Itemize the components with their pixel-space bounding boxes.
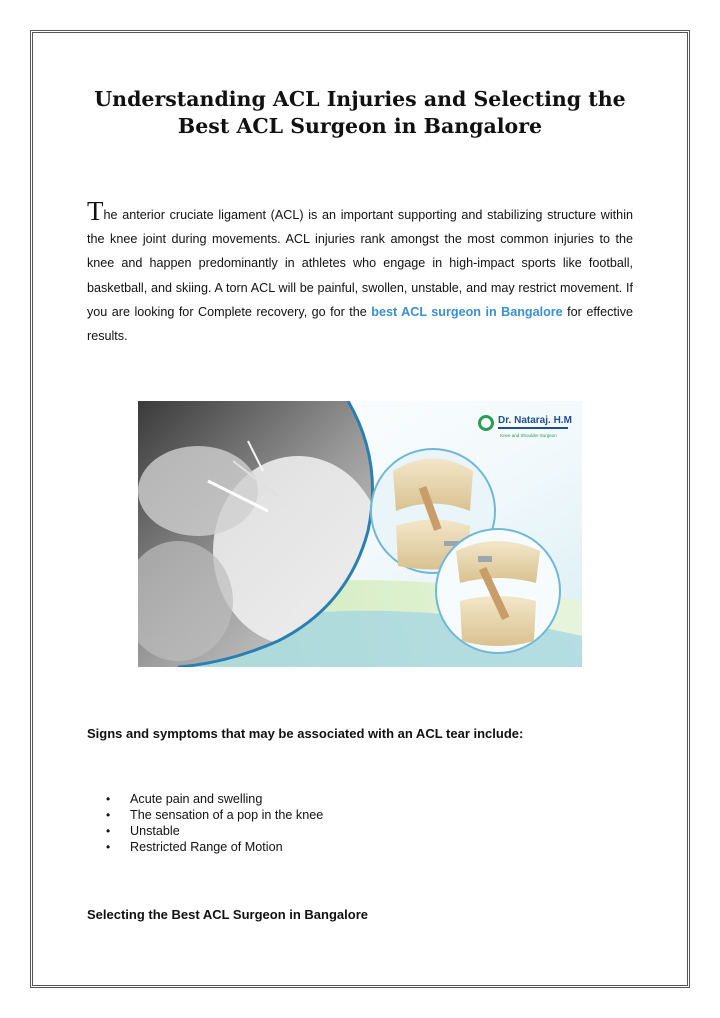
document-title [60, 86, 660, 140]
list-item: • The sensation of a pop in the knee [106, 807, 323, 823]
title-line-1: Understanding ACL Injuries and Selecting the [94, 87, 626, 111]
title-line-2: Best ACL Surgeon in Bangalore [177, 114, 543, 138]
logo-name: Dr. Nataraj. H.M [498, 415, 572, 426]
intro-text-end: for effective results. [87, 304, 633, 344]
surgeon-link[interactable]: best ACL surgeon in Bangalore [371, 304, 563, 319]
section-heading-symptoms: Signs and symptoms that may be associated with an ACL tear include: [87, 726, 524, 741]
logo-subtitle: Knee and Shoulder Surgeon [500, 433, 557, 438]
drop-cap: T [87, 196, 104, 226]
section-heading-selecting: Selecting the Best ACL Surgeon in Bangalore [87, 907, 368, 922]
list-item: • Restricted Range of Motion [106, 839, 323, 855]
intro-text: he anterior cruciate ligament (ACL) is an important supporting and stabilizing structure within the knee joint during movements. ACL injuries rank amongst the most common injuries to the knee and happen predominantly in athletes who engage in high-impact sports like football, basketball, and skiing. A torn ACL will be painful, swollen, unstable, and may restrict movement. If you are looking for Complete recovery, go for the [87, 208, 633, 319]
list-item: • Acute pain and swelling [106, 791, 323, 807]
acl-figure-image [138, 401, 582, 667]
knee-diagram-2 [436, 529, 560, 653]
list-item: • Unstable [106, 823, 323, 839]
symptom-list [106, 791, 323, 855]
acl-illustration [138, 401, 582, 667]
intro-paragraph [87, 196, 633, 348]
